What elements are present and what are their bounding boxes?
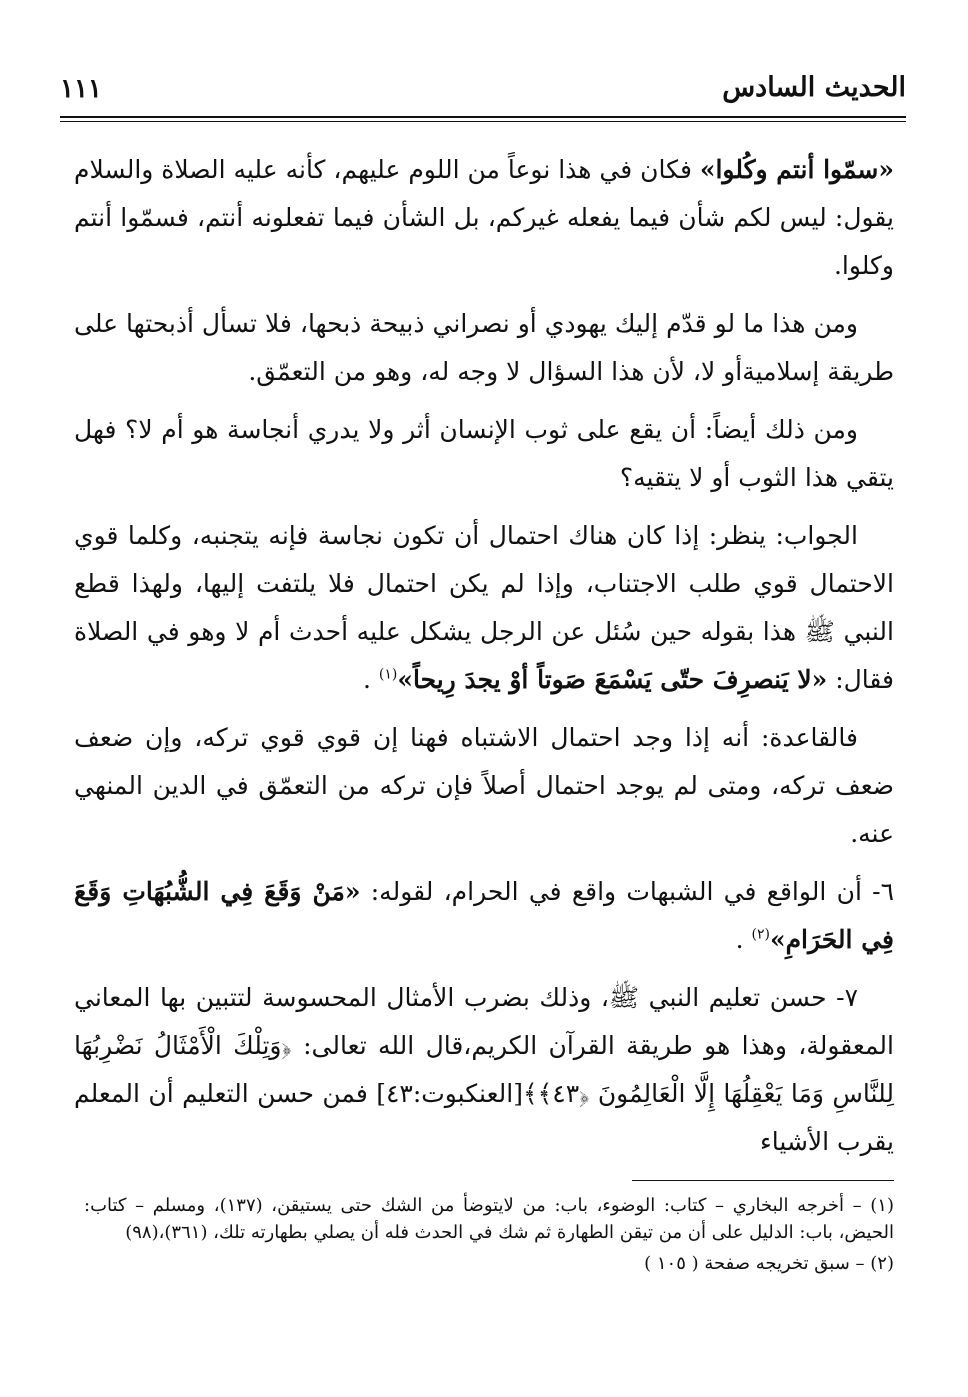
paragraph-5 bbox=[74, 714, 894, 858]
page-number: ١١١ bbox=[60, 74, 102, 104]
footnotes bbox=[84, 1192, 894, 1281]
footnote-2: (٢) – سبق تخريجه صفحة ( ١٠٥ ) bbox=[644, 1253, 894, 1274]
hadith-quote: «لا يَنصرِفَ حتّى يَسْمَعَ صَوتاً أوْ يجدَ رِيحاً» bbox=[397, 665, 828, 694]
paragraph-text: ٧- حسن تعليم النبي ﷺ، وذلك بضرب الأمثال المحسوسة لتتبين بها المعاني المعقولة، وهذا هو طريقة القرآن الكريم،قال الله تعالى: bbox=[74, 983, 894, 1060]
paragraph-text: ٦- أن الواقع في الشبهات واقع في الحرام، لقوله: bbox=[360, 877, 894, 906]
footnote-ref-2: (٢) bbox=[751, 926, 770, 943]
paragraph-4 bbox=[74, 512, 894, 704]
hadith-quote: «مَنْ وَقَعَ فِي الشُّبُهَاتِ وَقَعَ فِي الحَرَامِ» bbox=[74, 877, 894, 954]
paragraph-3 bbox=[74, 406, 894, 502]
paragraph-1 bbox=[74, 146, 894, 290]
page-header bbox=[60, 72, 906, 112]
paragraph-text: ومن ذلك أيضاً: أن يقع على ثوب الإنسان أثر ولا يدري أنجاسة هو أم لا؟ فهل يتقي هذا الثوب أو لا يتقيه؟ bbox=[74, 415, 894, 492]
paragraph-text: ومن هذا ما لو قدّم إليك يهودي أو نصراني ذبيحة ذبحها، فلا تسأل أذبحتها على طريقة إسلاميةأو لا، لأن هذا السؤال لا وجه له، وهو من التعمّق. bbox=[74, 309, 894, 386]
footnote-1: (١) – أخرجه البخاري – كتاب: الوضوء، باب: من لايتوضأ من الشك حتى يستيقن، (١٣٧)، ومسلم – كتاب: الحيض، باب: الدليل على أن من تيقن الطهارة ثم شك في الحدث فله أن يصلي بطهارته تلك، (٣٦١)،(٩٨) bbox=[84, 1195, 894, 1243]
paragraph-6 bbox=[74, 868, 894, 964]
footnote-divider bbox=[632, 1180, 894, 1181]
hadith-quote: «سمّوا أنتم وكُلوا» bbox=[699, 155, 894, 184]
paragraph-text: فكان في هذا نوعاً من اللوم عليهم، كأنه عليه الصلاة والسلام يقول: ليس لكم شأن فيما يفعله غيركم، بل الشأن فيما تفعلونه أنتم، فسمّوا أنتم وكلوا. bbox=[74, 155, 894, 280]
paragraph-text: فالقاعدة: أنه إذا وجد احتمال الاشتباه فهنا إن قوي قوي تركه، وإن ضعف ضعف تركه، ومتى لم يوجد احتمال أصلاً فإن تركه من التعمّق في الدين المنهي عنه. bbox=[74, 723, 894, 848]
main-text bbox=[74, 146, 894, 1176]
paragraph-tail: . bbox=[362, 665, 379, 694]
paragraph-tail: . bbox=[735, 925, 752, 954]
paragraph-7 bbox=[74, 974, 894, 1166]
footnote-ref-1: (١) bbox=[378, 666, 398, 683]
paragraph-tail: [العنكبوت:٤٣] فمن حسن التعليم أن المعلم يقرب الأشياء bbox=[74, 1079, 894, 1156]
paragraph-text: الجواب: ينظر: إذا كان هناك احتمال أن تكون نجاسة فإنه يتجنبه، وكلما قوي الاحتمال قوي طلب الاجتناب، وإذا لم يكن احتمال فلا يلتفت إليها، ولهذا قطع النبي ﷺ هذا بقوله حين سُئل عن الرجل يشكل عليه أحدث أم لا وهو في الصلاة فقال: bbox=[74, 521, 894, 694]
paragraph-2 bbox=[74, 300, 894, 396]
quran-verse: ﴿وَتِلْكَ الْأَمْثَالُ نَضْرِبُهَا لِلنَّاسِ وَمَا يَعْقِلُهَا إِلَّا الْعَالِمُونَ ﴿٤٣﴾﴾ bbox=[74, 1031, 894, 1108]
header-divider bbox=[60, 116, 906, 122]
running-title: الحديث السادس bbox=[722, 72, 906, 103]
